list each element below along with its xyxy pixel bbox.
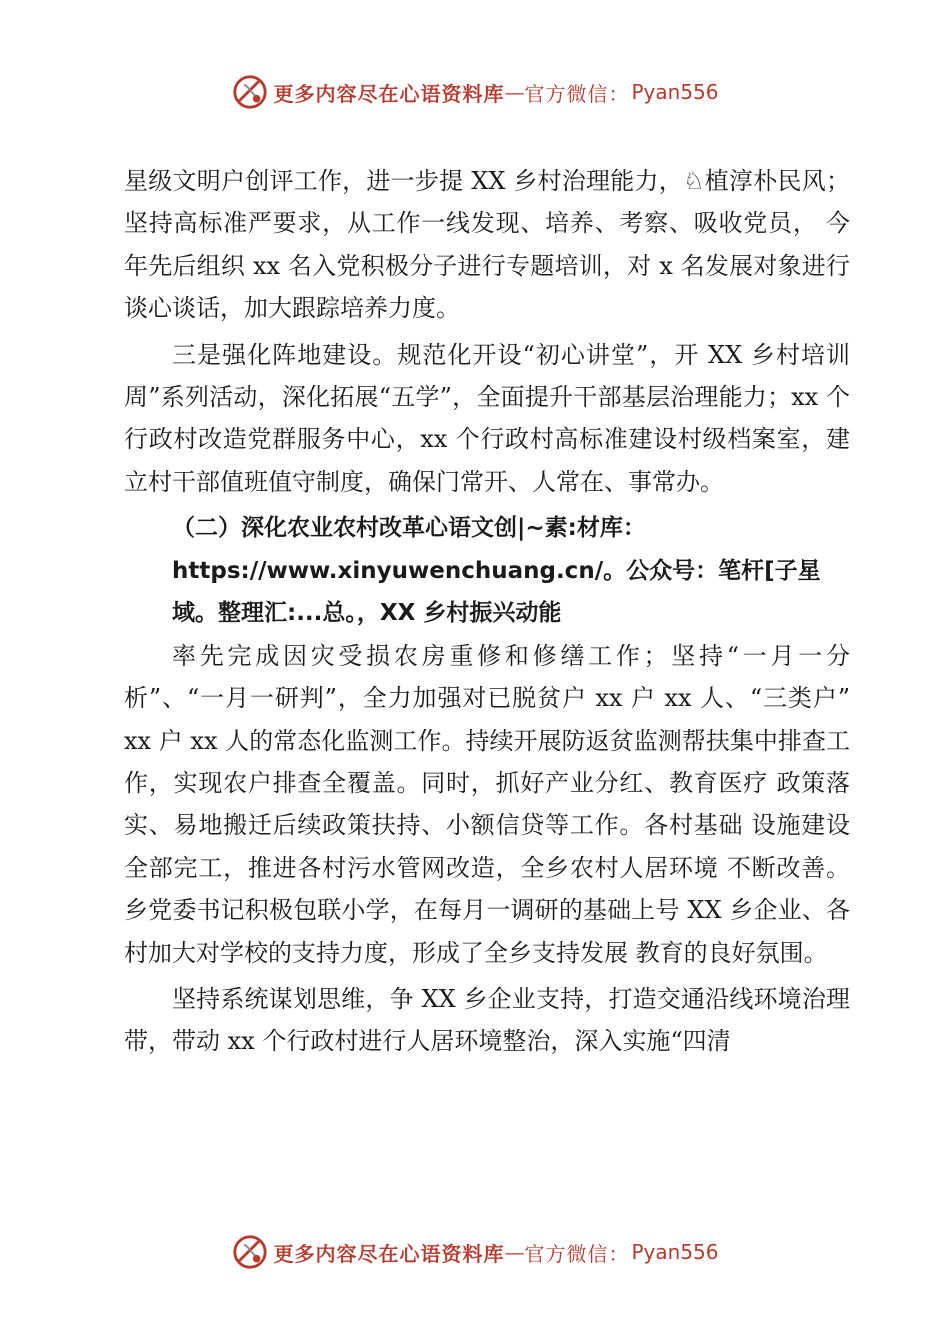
- header-main-text: 更多内容尽在心语资料库: [273, 81, 505, 106]
- header-wechat-id: Pyan556: [631, 80, 719, 104]
- paragraph-position-building: 三是强化阵地建设。规范化开设“初心讲堂”，开 XX 乡村培训周”系列活动，深化拓展“五学”，全面提升干部基层治理能力；xx 个行政村改造党群服务中心，xx 个行政村高标准建设村级档案室，建立村干部值班值守制度，确保门常开、人常在、事常办。: [124, 340, 850, 496]
- footer-main-text: 更多内容尽在心语资料库: [273, 1241, 505, 1266]
- footer-wechat-label: 官方微信：: [524, 1241, 630, 1266]
- footer-wechat-id: Pyan556: [631, 1240, 719, 1264]
- header-watermark: [0, 72, 950, 112]
- document-body: [124, 160, 850, 1063]
- footer-separator: —: [504, 1240, 525, 1264]
- brand-logo-icon: [231, 73, 269, 111]
- header-wechat-label: 官方微信：: [524, 81, 630, 106]
- section-heading-reform: （二）深化农业农村改革心语文创|~素:材库：https://www.xinyuwenchuang.cn/。公众号：笔杆[子星域。整理汇:...总。，XX 乡村振兴动能: [172, 515, 821, 627]
- header-separator: —: [504, 80, 525, 104]
- paragraph-environment: 坚持系统谋划思维，争 XX 乡企业支持，打造交通沿线环境治理带，带动 xx 个行政村进行人居环境整治，深入实施“四清: [124, 985, 850, 1056]
- footer-watermark: [0, 1232, 950, 1272]
- paragraph-poverty-monitoring: 率先完成因灾受损农房重修和修缮工作；坚持“一月一分析”、“一月一研判”，全力加强对已脱贫户 xx 户 xx 人、“三类户” xx 户 xx 人的常态化监测工作。持续开展防返贫监测帮扶集中排查工作，实现农户排查全覆盖。同时，抓好产业分红、教育医疗 政策落实、易地搬迁后续政策扶持、小额信贷等工作。各村基础 设施建设全部完工，推进各村污水管网改造，全乡农村人居环境 不断改善。乡党委书记积极包联小学，在每月一调研的基础上号 XX 乡企业、各村加大对学校的支持力度，形成了全乡支持发展 教育的良好氛围。: [124, 641, 850, 967]
- brand-logo-icon: [231, 1233, 269, 1271]
- paragraph-continued: 星级文明户创评工作，进一步提 XX 乡村治理能力，♘植淳朴民风；坚持高标准严要求，从工作一线发现、培养、考察、吸收党员， 今年先后组织 xx 名入党积极分子进行专题培训，对 x 名发展对象进行谈心谈话，加大跟踪培养力度。: [124, 167, 850, 323]
